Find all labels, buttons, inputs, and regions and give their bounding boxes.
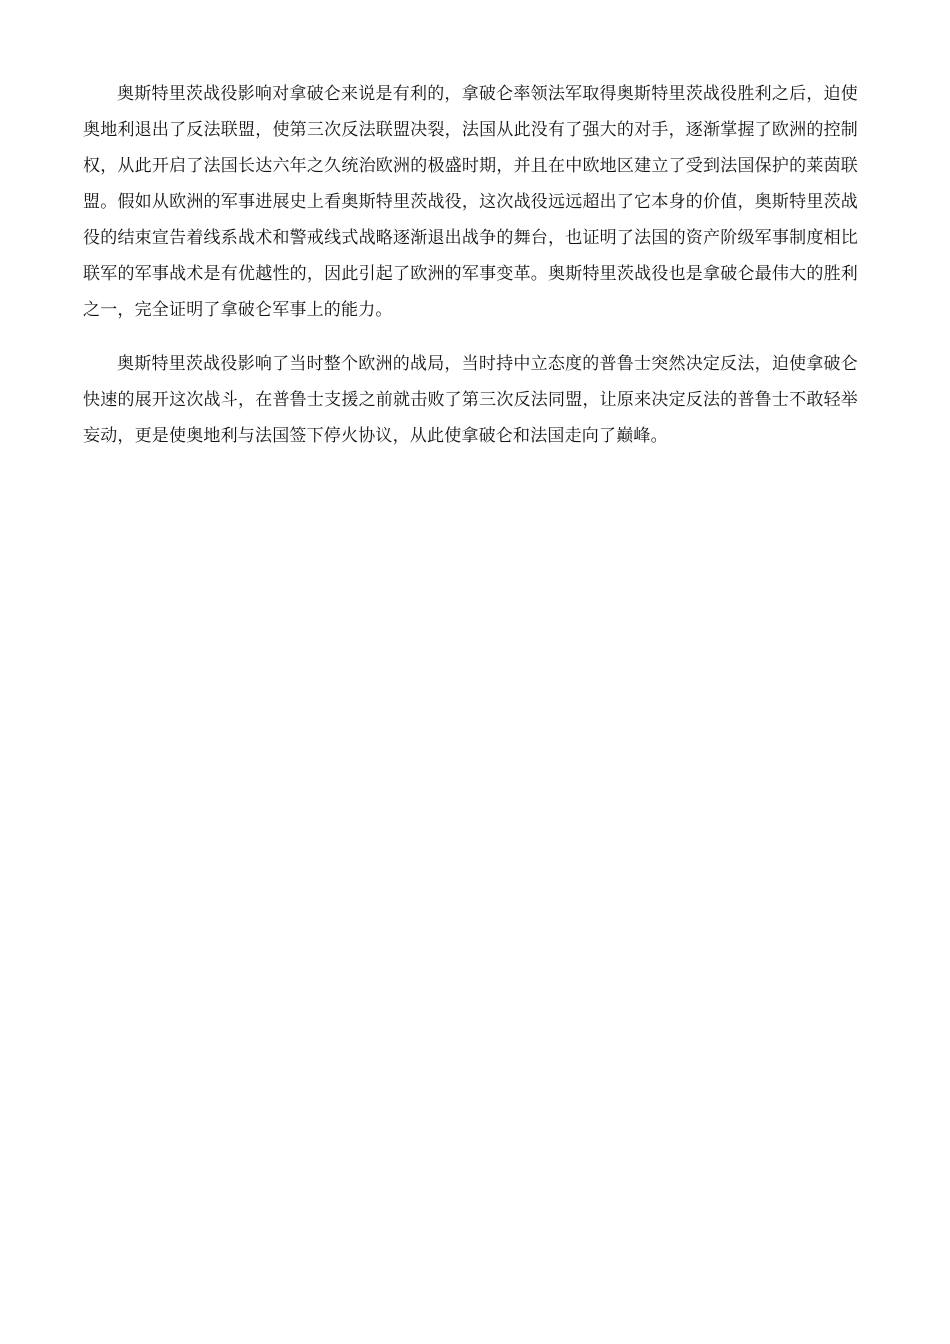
document-body bbox=[83, 76, 858, 472]
paragraph-2: 奥斯特里茨战役影响了当时整个欧洲的战局，当时持中立态度的普鲁士突然决定反法，迫使拿破仑快速的展开这次战斗，在普鲁士支援之前就击败了第三次反法同盟，让原来决定反法的普鲁士不敢轻举妄动，更是使奥地利与法国签下停火协议，从此使拿破仑和法国走向了巅峰。 bbox=[83, 354, 858, 446]
paragraph-1: 奥斯特里茨战役影响对拿破仑来说是有利的，拿破仑率领法军取得奥斯特里茨战役胜利之后，迫使奥地利退出了反法联盟，使第三次反法联盟决裂，法国从此没有了强大的对手，逐渐掌握了欧洲的控制权，从此开启了法国长达六年之久统治欧洲的极盛时期，并且在中欧地区建立了受到法国保护的莱茵联盟。假如从欧洲的军事进展史上看奥斯特里茨战役，这次战役远远超出了它本身的价值，奥斯特里茨战役的结束宣告着线系战术和警戒线式战略逐渐退出战争的舞台，也证明了法国的资产阶级军事制度相比联军的军事战术是有优越性的，因此引起了欧洲的军事变革。奥斯特里茨战役也是拿破仑最伟大的胜利之一，完全证明了拿破仑军事上的能力。 bbox=[83, 84, 858, 320]
